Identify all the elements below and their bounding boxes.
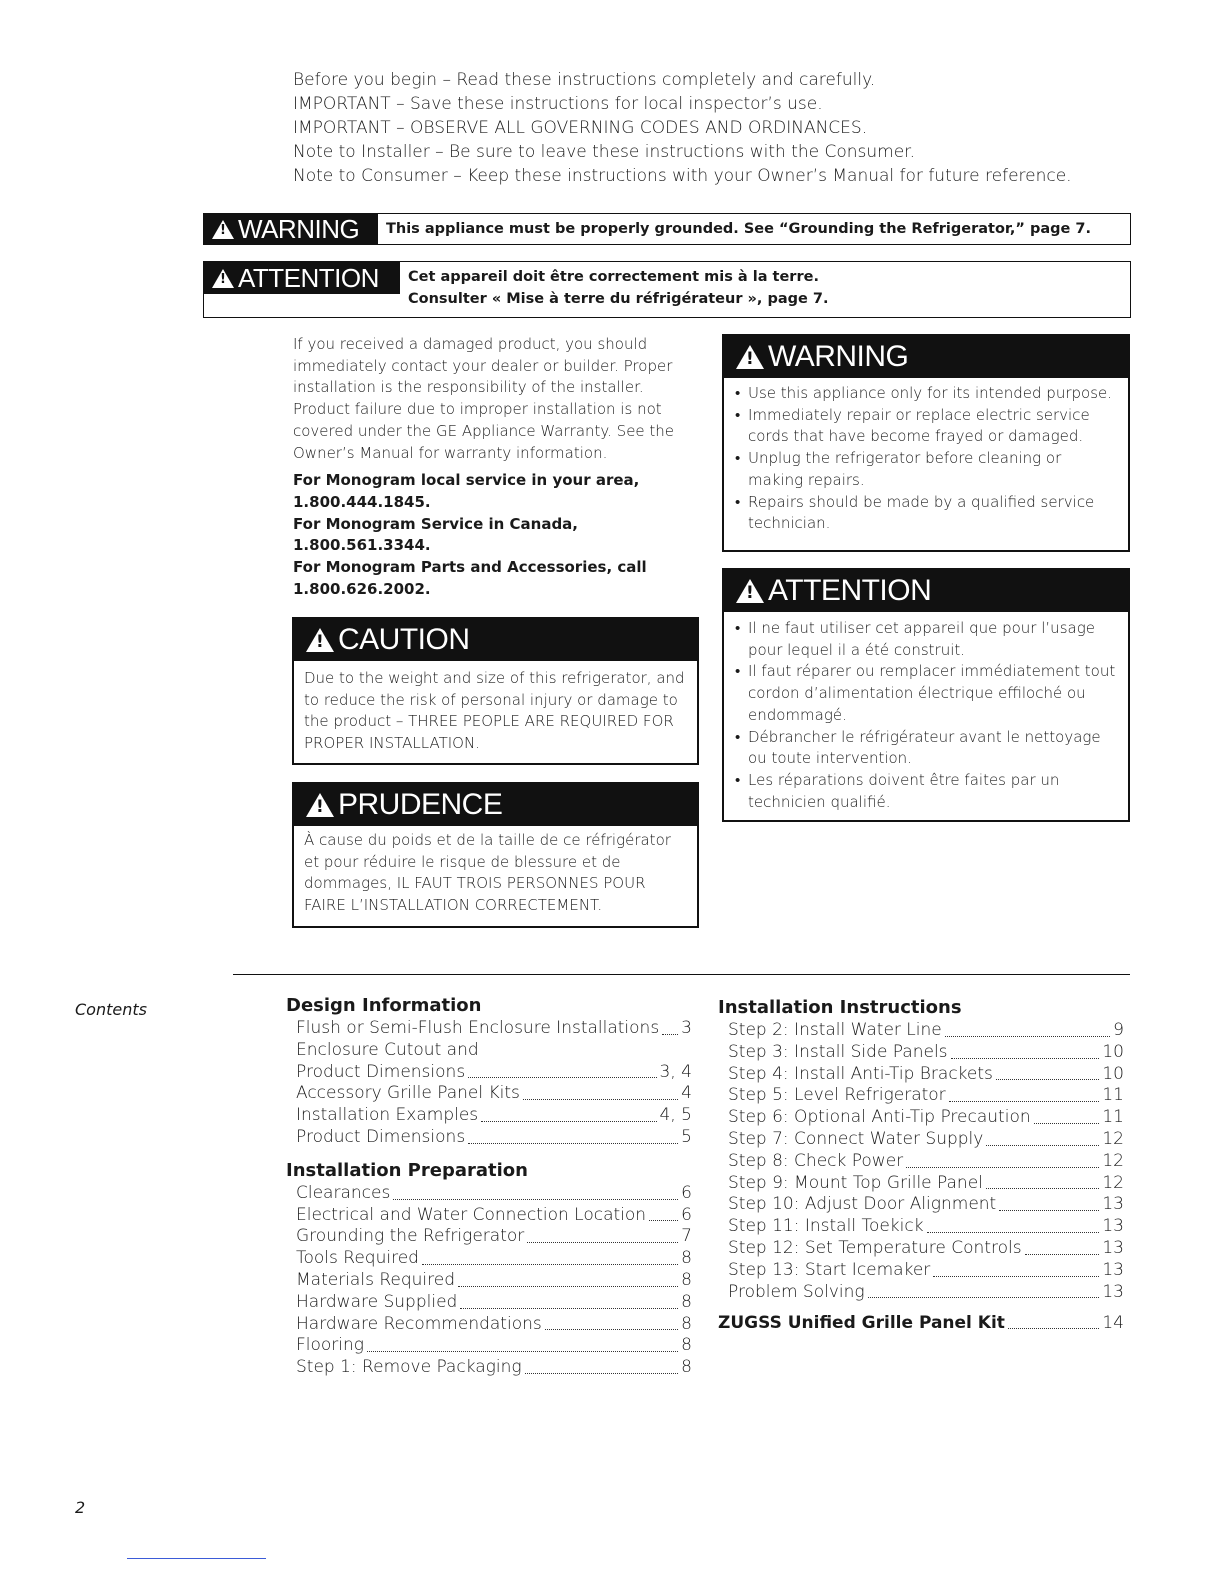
toc-leader — [1008, 1311, 1099, 1329]
attention-tag-label: ATTENTION — [238, 262, 379, 293]
toc-entry[interactable] — [718, 1042, 1124, 1064]
toc-entry-title: Step 12: Set Temperature Controls — [728, 1237, 1022, 1258]
toc-entry[interactable] — [718, 1107, 1124, 1129]
toc-leader — [525, 1357, 679, 1374]
toc-entry[interactable] — [286, 1314, 692, 1336]
toc-entry-title: Problem Solving — [728, 1281, 865, 1302]
caution-box — [292, 617, 699, 765]
footer-line — [127, 1558, 266, 1559]
toc-entry-title: Accessory Grille Panel Kits — [296, 1083, 520, 1104]
toc-leader — [662, 1018, 678, 1035]
toc-entry-page: 9 — [1113, 1020, 1124, 1040]
intro-line: IMPORTANT – OBSERVE ALL GOVERNING CODES AND ORDINANCES. — [293, 118, 868, 138]
toc-entry[interactable] — [718, 1238, 1124, 1260]
toc-leader — [460, 1292, 678, 1309]
toc-entry-title: Flooring — [296, 1335, 364, 1356]
toc-entry-page: 8 — [681, 1335, 692, 1356]
contact-phone: 1.800.626.2002. — [293, 579, 431, 598]
toc-leader — [527, 1226, 678, 1243]
toc-entry[interactable] — [718, 1260, 1124, 1282]
toc-leader — [927, 1216, 1100, 1233]
toc-entry-page: 12 — [1102, 1150, 1124, 1171]
toc-leader — [545, 1314, 678, 1331]
toc-entry-title: Installation Examples — [296, 1105, 479, 1126]
toc-entry[interactable] — [286, 1062, 692, 1084]
attention-item: • Il faut réparer ou remplacer immédiatement tout cordon d’alimentation électrique effiloché ou endommagé. — [734, 661, 1118, 726]
toc-entry-page: 13 — [1102, 1216, 1124, 1237]
toc-entry-page: 10 — [1102, 1041, 1124, 1062]
attention-box — [722, 568, 1130, 822]
toc-entry-title: Product Dimensions — [296, 1061, 466, 1082]
prudence-title: PRUDENCE — [338, 788, 503, 821]
toc-entry-page: 12 — [1102, 1128, 1124, 1149]
attention-list — [734, 618, 1118, 813]
toc-leader — [945, 1020, 1110, 1037]
warning-triangle-icon — [306, 793, 334, 817]
toc-entry[interactable] — [718, 1064, 1124, 1086]
intro-notes — [293, 68, 1153, 188]
warning-box-header — [724, 336, 1128, 378]
toc-leader — [986, 1129, 1099, 1146]
warning-tag-label: WARNING — [238, 213, 360, 244]
attention-banner — [203, 261, 1131, 318]
toc-entry[interactable] — [718, 1129, 1124, 1151]
toc-section-title: Installation Preparation — [286, 1159, 528, 1181]
toc-entry-page: 4, 5 — [659, 1105, 692, 1126]
toc-entry-title: Flush or Semi-Flush Enclosure Installations — [296, 1018, 660, 1038]
toc-leader — [481, 1105, 656, 1122]
toc-leader — [482, 1040, 689, 1057]
toc-entry-page: 13 — [1102, 1281, 1124, 1302]
toc-leader — [422, 1248, 678, 1265]
left-column — [293, 334, 703, 600]
toc-entry-title: Step 7: Connect Water Supply — [728, 1128, 984, 1149]
toc-entry-page: 3 — [681, 1018, 692, 1038]
toc-entry-title: Step 9: Mount Top Grille Panel — [728, 1172, 983, 1193]
toc-entry[interactable] — [286, 1270, 692, 1292]
toc-entry-title: Tools Required — [296, 1248, 419, 1269]
toc-entry[interactable] — [718, 1020, 1124, 1042]
page-number: 2 — [75, 1498, 86, 1517]
toc-left-column — [286, 994, 692, 1379]
toc-entry-page: 6 — [681, 1204, 692, 1225]
attention-box-body — [724, 612, 1128, 820]
warning-item: • Repairs should be made by a qualified service technician. — [734, 492, 1118, 535]
toc-leader — [468, 1062, 656, 1079]
toc-leader — [999, 1194, 1099, 1211]
prudence-header — [294, 784, 697, 826]
toc-entry-page: 8 — [681, 1248, 692, 1269]
toc-entry-title: Step 11: Install Toekick — [728, 1216, 924, 1237]
toc-entry[interactable] — [718, 1282, 1124, 1304]
toc-entry-page: 3, 4 — [659, 1061, 692, 1082]
warning-item: • Unplug the refrigerator before cleaning or making repairs. — [734, 448, 1118, 491]
toc-entry[interactable] — [286, 1205, 692, 1227]
toc-entry-page: 11 — [1102, 1085, 1124, 1106]
toc-section-title: Installation Instructions — [718, 997, 962, 1018]
contact-phone: 1.800.561.3344. — [293, 536, 431, 555]
caution-text: Due to the weight and size of this refrigerator, and to reduce the risk of personal injury or damage to the product – THREE PEOPLE ARE REQUIRED FOR PROPER INSTALLATION. — [304, 669, 685, 753]
intro-line: IMPORTANT – Save these instructions for local inspector’s use. — [293, 94, 823, 114]
contact-line: For Monogram local service in your area, — [293, 471, 640, 490]
toc-entry[interactable] — [718, 1085, 1124, 1107]
toc-entry-page: 8 — [681, 1269, 692, 1290]
toc-entry-title: Hardware Recommendations — [296, 1313, 542, 1334]
attention-line-2: Consulter « Mise à terre du réfrigérateur », page 7. — [408, 291, 829, 307]
warning-banner — [203, 213, 1131, 245]
toc-entry-page: 13 — [1102, 1237, 1124, 1258]
toc-entry-page: 8 — [681, 1357, 692, 1378]
intro-line: Before you begin – Read these instructions completely and carefully. — [293, 70, 876, 90]
toc-entry[interactable] — [286, 1357, 692, 1379]
intro-line: Note to Consumer – Keep these instructions with your Owner’s Manual for future reference. — [293, 166, 1072, 186]
toc-entry[interactable] — [286, 1292, 692, 1314]
toc-entry-title: Electrical and Water Connection Location — [296, 1204, 647, 1225]
intro-line: Note to Installer – Be sure to leave these instructions with the Consumer. — [293, 142, 916, 162]
damaged-product-notice: If you received a damaged product, you should immediately contact your dealer or builder. Proper installation is the responsibility of the installer. Product failure due to improper installation is not covered under the GE Appliance Warranty. See the Owner’s Manual for warranty information. — [293, 335, 675, 462]
attention-item: • Il ne faut utiliser cet appareil que pour l’usage pour lequel il a été construit. — [734, 618, 1118, 661]
attention-item: • Débrancher le réfrigérateur avant le nettoyage ou toute intervention. — [734, 727, 1118, 770]
contact-line: For Monogram Service in Canada, — [293, 514, 578, 533]
attention-box-header — [724, 570, 1128, 612]
toc-entry-page: 4 — [681, 1083, 692, 1104]
toc-entry-title: Step 4: Install Anti-Tip Brackets — [728, 1063, 993, 1084]
toc-leader — [1034, 1107, 1100, 1124]
warning-item: • Immediately repair or replace electric service cords that have become frayed or damaged. — [734, 405, 1118, 448]
toc-entry[interactable] — [286, 1183, 692, 1205]
attention-box-title: ATTENTION — [768, 574, 932, 607]
warning-banner-message: This appliance must be properly grounded. See “Grounding the Refrigerator,” page 7. — [386, 221, 1092, 237]
toc-leader — [933, 1260, 1099, 1277]
warning-item: • Use this appliance only for its intended purpose. — [734, 383, 1118, 405]
attention-line-1: Cet appareil doit être correctement mis à la terre. — [408, 269, 819, 285]
toc-entry-title: Product Dimensions — [296, 1126, 466, 1147]
toc-entry-title: Step 8: Check Power — [728, 1150, 904, 1171]
toc-entry-page: 8 — [681, 1313, 692, 1334]
toc-entry-page: 10 — [1102, 1063, 1124, 1084]
warning-triangle-icon — [212, 220, 234, 239]
warning-tag — [204, 214, 378, 244]
toc-entry-page: 7 — [681, 1226, 692, 1247]
toc-leader — [868, 1282, 1100, 1299]
toc-entry-page: 13 — [1102, 1194, 1124, 1215]
toc-entry[interactable] — [286, 1040, 692, 1062]
prudence-box — [292, 782, 699, 928]
service-contacts — [293, 470, 703, 600]
warning-box-title: WARNING — [768, 340, 909, 373]
toc-leader — [951, 1042, 1100, 1059]
toc-entry-title: Step 2: Install Water Line — [728, 1020, 942, 1040]
warning-triangle-icon — [212, 269, 234, 288]
toc-right-column — [718, 996, 1124, 1335]
toc-entry-page: 11 — [1102, 1107, 1124, 1128]
toc-leader — [367, 1335, 678, 1352]
warning-box — [722, 334, 1130, 552]
attention-banner-message — [400, 262, 836, 313]
toc-entry-title: Step 1: Remove Packaging — [296, 1357, 522, 1378]
toc-entry-title: Step 5: Level Refrigerator — [728, 1085, 946, 1106]
toc-entry-page: 8 — [681, 1291, 692, 1312]
contact-line: For Monogram Parts and Accessories, call — [293, 558, 647, 577]
toc-section-title: Design Information — [286, 995, 482, 1016]
attention-item: • Les réparations doivent être faites par un technicien qualifié. — [734, 770, 1118, 813]
toc-entry-title: Step 10: Adjust Door Alignment — [728, 1194, 997, 1215]
toc-entry-title: Clearances — [296, 1182, 391, 1203]
warning-triangle-icon — [306, 628, 334, 652]
toc-entry[interactable] — [718, 1216, 1124, 1238]
contents-label: Contents — [75, 1000, 147, 1019]
toc-leader — [996, 1064, 1099, 1081]
toc-entry-title: Step 3: Install Side Panels — [728, 1041, 948, 1062]
toc-entry-page: 5 — [681, 1126, 692, 1147]
toc-leader — [906, 1151, 1099, 1168]
toc-entry[interactable] — [718, 1194, 1124, 1216]
toc-entry-title: Step 6: Optional Anti-Tip Precaution — [728, 1107, 1031, 1128]
toc-entry-title: Grounding the Refrigerator — [296, 1226, 525, 1247]
toc-leader — [986, 1173, 1099, 1190]
toc-leader — [468, 1127, 678, 1144]
toc-entry-title: Step 13: Start Icemaker — [728, 1259, 931, 1280]
toc-leader — [523, 1083, 678, 1100]
toc-entry-page: 13 — [1102, 1259, 1124, 1280]
toc-entry[interactable] — [286, 1248, 692, 1270]
toc-entry[interactable] — [286, 1226, 692, 1248]
toc-entry[interactable] — [286, 1018, 692, 1040]
toc-entry-page: 6 — [681, 1182, 692, 1203]
toc-entry[interactable] — [286, 1335, 692, 1357]
warning-triangle-icon — [736, 345, 764, 369]
toc-leader — [649, 1205, 678, 1222]
toc-entry-title: Enclosure Cutout and — [296, 1039, 479, 1060]
warning-list — [734, 383, 1118, 535]
toc-entry[interactable] — [286, 1105, 692, 1127]
toc-leader — [393, 1183, 678, 1200]
toc-entry[interactable] — [718, 1173, 1124, 1195]
toc-leader — [1025, 1238, 1100, 1255]
contents-divider — [233, 974, 1130, 975]
toc-entry-title: ZUGSS Unified Grille Panel Kit — [718, 1313, 1005, 1334]
toc-entry[interactable] — [718, 1151, 1124, 1173]
attention-tag — [204, 262, 400, 294]
caution-header — [294, 619, 697, 661]
toc-leader — [949, 1085, 1100, 1102]
toc-entry-kit[interactable] — [718, 1311, 1124, 1335]
caution-title: CAUTION — [338, 623, 470, 656]
toc-leader — [458, 1270, 678, 1287]
toc-entry-title: Hardware Supplied — [296, 1291, 458, 1312]
prudence-text: À cause du poids et de la taille de ce réfrigérator et pour réduire le risque de blessure et de dommages, IL FAUT TROIS PERSONNES POUR FAIRE L’INSTALLATION CORRECTEMENT. — [304, 831, 671, 915]
toc-entry-page: 14 — [1102, 1313, 1124, 1334]
toc-entry[interactable] — [286, 1127, 692, 1149]
warning-triangle-icon — [736, 579, 764, 603]
toc-entry-page: 12 — [1102, 1172, 1124, 1193]
warning-box-body — [724, 378, 1128, 542]
toc-entry[interactable] — [286, 1083, 692, 1105]
contact-phone: 1.800.444.1845. — [293, 492, 431, 511]
toc-entry-title: Materials Required — [296, 1269, 455, 1290]
